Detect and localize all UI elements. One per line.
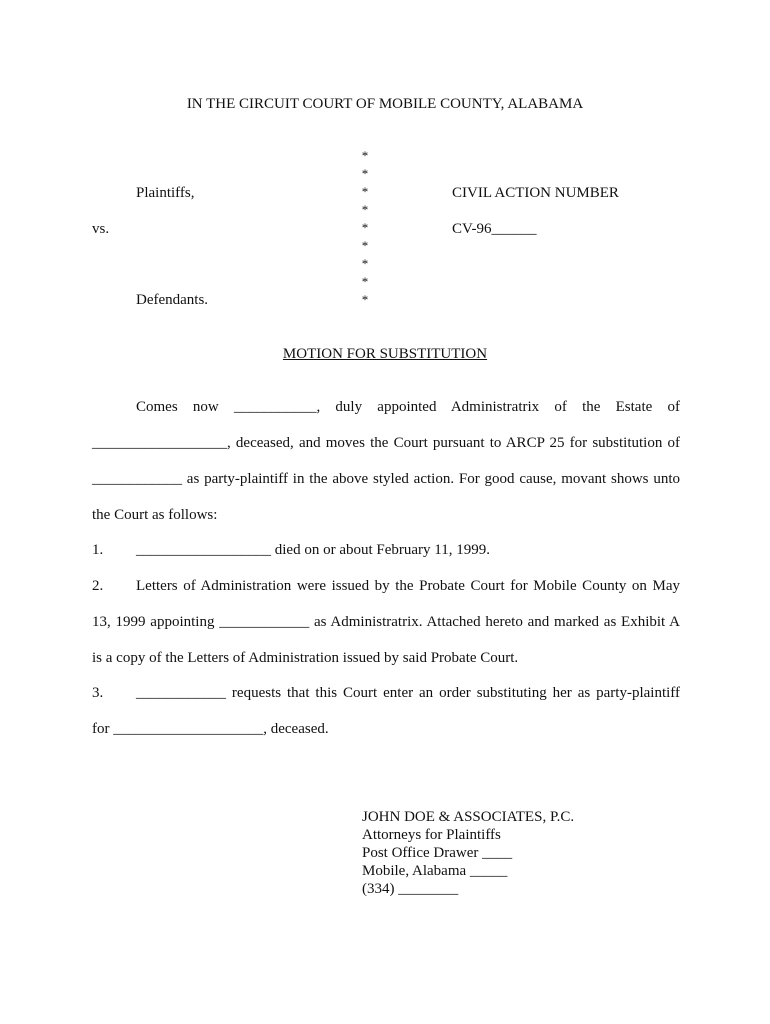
case-number: CV-96______ bbox=[452, 221, 537, 237]
defendants-label: Defendants. bbox=[136, 292, 209, 308]
intro-line: Comes now ___________, duly appointed Administratrix of the Estate of bbox=[136, 399, 680, 415]
intro-line: the Court as follows: bbox=[92, 507, 218, 523]
item-number: 3. bbox=[92, 685, 104, 701]
item-number: 2. bbox=[92, 578, 104, 594]
civil-action-label: CIVIL ACTION NUMBER bbox=[452, 185, 619, 201]
item-text: 13, 1999 appointing ____________ as Administratrix. Attached hereto and marked as Exhibit A bbox=[92, 614, 680, 630]
item-text: is a copy of the Letters of Administration issued by said Probate Court. bbox=[92, 650, 519, 666]
court-title: IN THE CIRCUIT COURT OF MOBILE COUNTY, ALABAMA bbox=[186, 96, 584, 112]
caption-separator-star: * bbox=[361, 238, 369, 253]
item-text: Letters of Administration were issued by the Probate Court for Mobile County on May bbox=[136, 578, 680, 594]
motion-title: MOTION FOR SUBSTITUTION bbox=[282, 346, 488, 362]
caption-separator-star: * bbox=[361, 166, 369, 181]
item-number: 1. bbox=[92, 542, 104, 558]
caption-separator-star: * bbox=[361, 202, 369, 217]
item-text: __________________ died on or about February 11, 1999. bbox=[136, 542, 490, 558]
signature-phone: (334) ________ bbox=[362, 881, 459, 897]
item-text: ____________ requests that this Court enter an order substituting her as party-plaintiff bbox=[136, 685, 680, 701]
intro-line: ____________ as party-plaintiff in the above styled action. For good cause, movant shows unto bbox=[92, 471, 680, 487]
caption-separator-star: * bbox=[361, 274, 369, 289]
signature-city: Mobile, Alabama _____ bbox=[362, 863, 508, 879]
caption-separator-star: * bbox=[361, 148, 369, 163]
vs-label: vs. bbox=[92, 221, 110, 237]
item-text: for ____________________, deceased. bbox=[92, 721, 329, 737]
plaintiffs-label: Plaintiffs, bbox=[136, 185, 195, 201]
signature-firm: JOHN DOE & ASSOCIATES, P.C. bbox=[362, 809, 575, 825]
intro-line: __________________, deceased, and moves the Court pursuant to ARCP 25 for substitution of bbox=[92, 435, 680, 451]
caption-separator-star: * bbox=[361, 220, 369, 235]
caption-separator-star: * bbox=[361, 184, 369, 199]
signature-address: Post Office Drawer ____ bbox=[362, 845, 513, 861]
caption-separator-star: * bbox=[361, 256, 369, 271]
caption-separator-star: * bbox=[361, 292, 369, 307]
signature-role: Attorneys for Plaintiffs bbox=[362, 827, 501, 843]
